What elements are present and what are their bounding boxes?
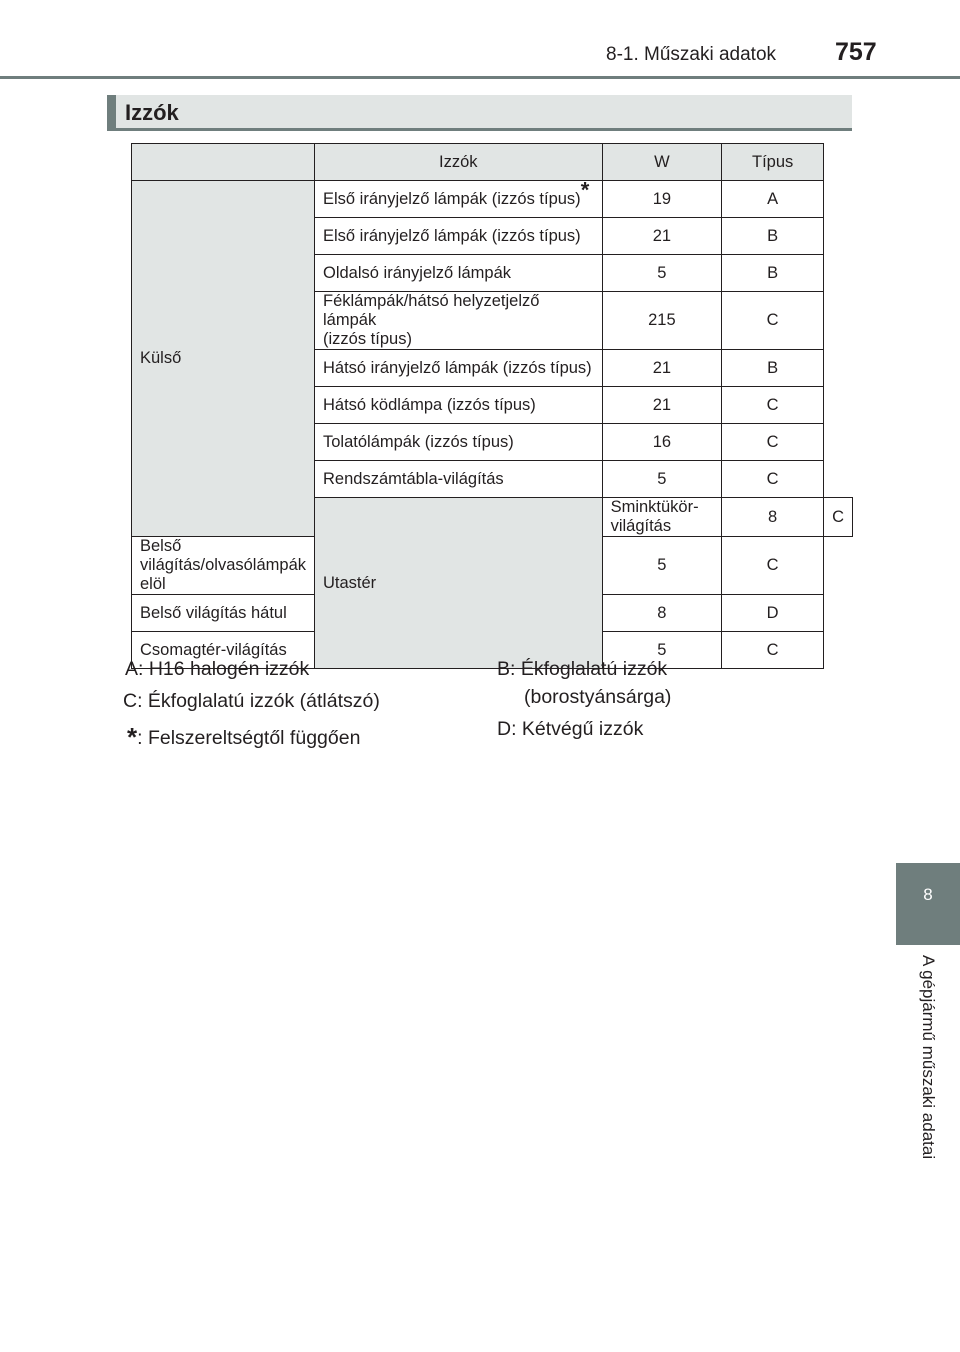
bulb-type: B	[722, 350, 824, 387]
bulb-type: C	[722, 632, 824, 669]
bulb-name: Első irányjelző lámpák (izzós típus)*	[315, 181, 603, 218]
bulb-type: B	[722, 218, 824, 255]
bulb-spec-table	[131, 143, 853, 669]
bulb-watt: 5	[602, 537, 722, 595]
bulb-name: Első irányjelző lámpák (izzós típus)	[315, 218, 603, 255]
footnote-star-symbol: *	[127, 722, 138, 752]
bulb-name: Rendszámtábla-világítás	[315, 461, 603, 498]
bulb-watt: 8	[722, 498, 824, 537]
bulb-type: C	[824, 498, 853, 537]
footnote-star: *	[580, 177, 590, 202]
bulb-name: Hátsó irányjelző lámpák (izzós típus)	[315, 350, 603, 387]
bulb-type: A	[722, 181, 824, 218]
footnote-text: : Felszereltségtől függően	[137, 727, 361, 749]
bulb-type: C	[722, 461, 824, 498]
bulb-name: Hátsó ködlámpa (izzós típus)	[315, 387, 603, 424]
note-type-c: C: Ékfoglalatú izzók (átlátszó)	[123, 690, 380, 712]
chapter-number: 8	[923, 885, 933, 904]
bulb-type: C	[722, 537, 824, 595]
table-row	[132, 181, 853, 218]
bulb-name: Belső világítás hátul	[132, 595, 315, 632]
header-rule	[0, 76, 960, 79]
bulb-watt: 5	[602, 632, 722, 669]
section-title: Izzók	[125, 100, 179, 125]
bulb-name: Sminktükör-világítás	[602, 498, 722, 537]
chapter-tab[interactable]	[896, 863, 960, 945]
bulb-type: C	[722, 387, 824, 424]
note-type-b-line1: B: Ékfoglalatú izzók	[497, 658, 668, 680]
note-footnote	[127, 724, 360, 751]
table-header-row	[132, 144, 853, 181]
bulb-name: Tolatólámpák (izzós típus)	[315, 424, 603, 461]
col-header-bulbs: Izzók	[315, 144, 603, 181]
bulb-watt: 21	[602, 350, 722, 387]
bulb-watt: 16	[602, 424, 722, 461]
bulb-watt: 5	[602, 461, 722, 498]
bulb-watt: 19	[602, 181, 722, 218]
col-header-group	[132, 144, 315, 181]
note-type-a: A: H16 halogén izzók	[125, 658, 310, 680]
bulb-watt: 215	[602, 292, 722, 350]
bulb-name: Féklámpák/hátsó helyzetjelző lámpák (izzós típus)	[315, 292, 603, 350]
bulb-watt: 5	[602, 255, 722, 292]
section-heading-bar	[107, 95, 116, 128]
bulb-type: C	[722, 424, 824, 461]
note-type-d: D: Kétvégű izzók	[497, 718, 644, 740]
bulb-type: D	[722, 595, 824, 632]
chapter-label: A gépjármű műszaki adatai	[919, 955, 938, 1160]
header-section-title: 8-1. Műszaki adatok	[606, 44, 777, 65]
group-exterior: Külső	[132, 181, 315, 537]
note-type-b-line2: (borostyánsárga)	[524, 686, 672, 708]
bulb-watt: 8	[602, 595, 722, 632]
bulb-name: Csomagtér-világítás	[132, 632, 315, 669]
bulb-type: C	[722, 292, 824, 350]
col-header-watt: W	[602, 144, 722, 181]
section-heading	[107, 95, 852, 131]
page-number: 757	[835, 38, 877, 66]
chapter-label-container	[896, 955, 960, 1200]
col-header-type: Típus	[722, 144, 824, 181]
group-interior: Utastér	[315, 498, 603, 669]
bulb-watt: 21	[602, 218, 722, 255]
bulb-watt: 21	[602, 387, 722, 424]
note-type-b	[497, 656, 671, 710]
bulb-name: Oldalsó irányjelző lámpák	[315, 255, 603, 292]
bulb-type: B	[722, 255, 824, 292]
bulb-name: Belső világítás/olvasólámpák elöl	[132, 537, 315, 595]
